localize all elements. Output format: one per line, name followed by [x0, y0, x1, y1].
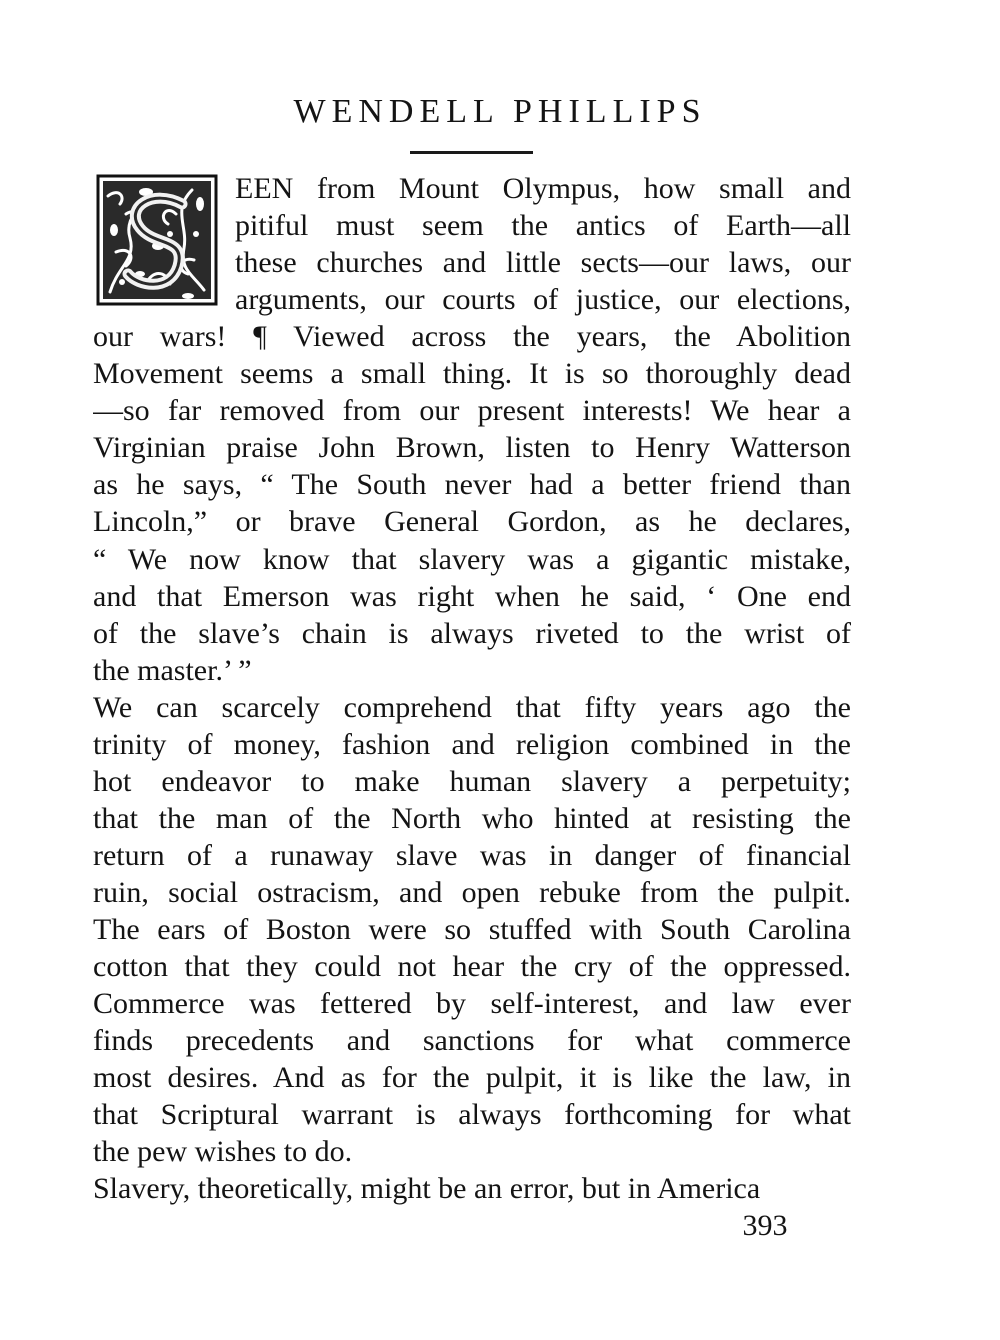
text-line: that Scriptural warrant is always forthcoming for what	[93, 1098, 851, 1132]
text-line: We can scarcely comprehend that fifty years ago the	[93, 690, 851, 724]
text-line: the master.’ ”	[93, 653, 252, 687]
text-line: Commerce was fettered by self-interest, and law ever	[93, 987, 851, 1021]
text-line: of the slave’s chain is always riveted to the wrist of	[93, 616, 851, 650]
text-line: finds precedents and sanctions for what commerce	[93, 1024, 851, 1058]
text-line: EEN from Mount Olympus, how small and	[235, 172, 851, 205]
text-line: these churches and little sects—our laws, our	[235, 246, 851, 280]
text-line: Virginian praise John Brown, listen to Henry Watterson	[93, 431, 851, 465]
text-line: our wars! ¶ Viewed across the years, the Abolition	[93, 320, 851, 354]
text-line: cotton that they could not hear the cry of the oppressed.	[93, 950, 851, 983]
floral-drop-cap-icon	[96, 174, 218, 306]
text-line: that the man of the North who hinted at resisting the	[93, 801, 851, 835]
text-line: return of a runaway slave was in danger of financial	[93, 838, 851, 872]
text-line: ruin, social ostracism, and open rebuke from the pulpit.	[93, 875, 851, 909]
text-line: pitiful must seem the antics of Earth—all	[235, 209, 851, 243]
text-line: Movement seems a small thing. It is so thoroughly dead	[93, 357, 851, 391]
text-line: trinity of money, fashion and religion combined in the	[93, 727, 851, 761]
page-number: 393	[742, 1209, 788, 1242]
text-line: hot endeavor to make human slavery a perpetuity;	[93, 764, 851, 798]
text-line: —so far removed from our present interests! We hear a	[93, 394, 851, 428]
text-line: “ We now know that slavery was a gigantic mistake,	[93, 542, 851, 576]
text-line: Lincoln,” or brave General Gordon, as he declares,	[93, 505, 851, 539]
text-line: and that Emerson was right when he said, ‘ One end	[93, 579, 851, 613]
text-line: arguments, our courts of justice, our elections,	[235, 283, 851, 317]
text-line: The ears of Boston were so stuffed with South Carolina	[93, 913, 851, 946]
text-line: Slavery, theoretically, might be an error, but in America	[93, 1172, 761, 1206]
text-line: as he says, “ The South never had a better friend than	[93, 468, 851, 502]
text-line: most desires. And as for the pulpit, it is like the law, in	[93, 1061, 851, 1095]
header-rule	[410, 151, 533, 154]
text-line: the pew wishes to do.	[93, 1135, 353, 1169]
running-head-title: WENDELL PHILLIPS	[293, 93, 707, 130]
